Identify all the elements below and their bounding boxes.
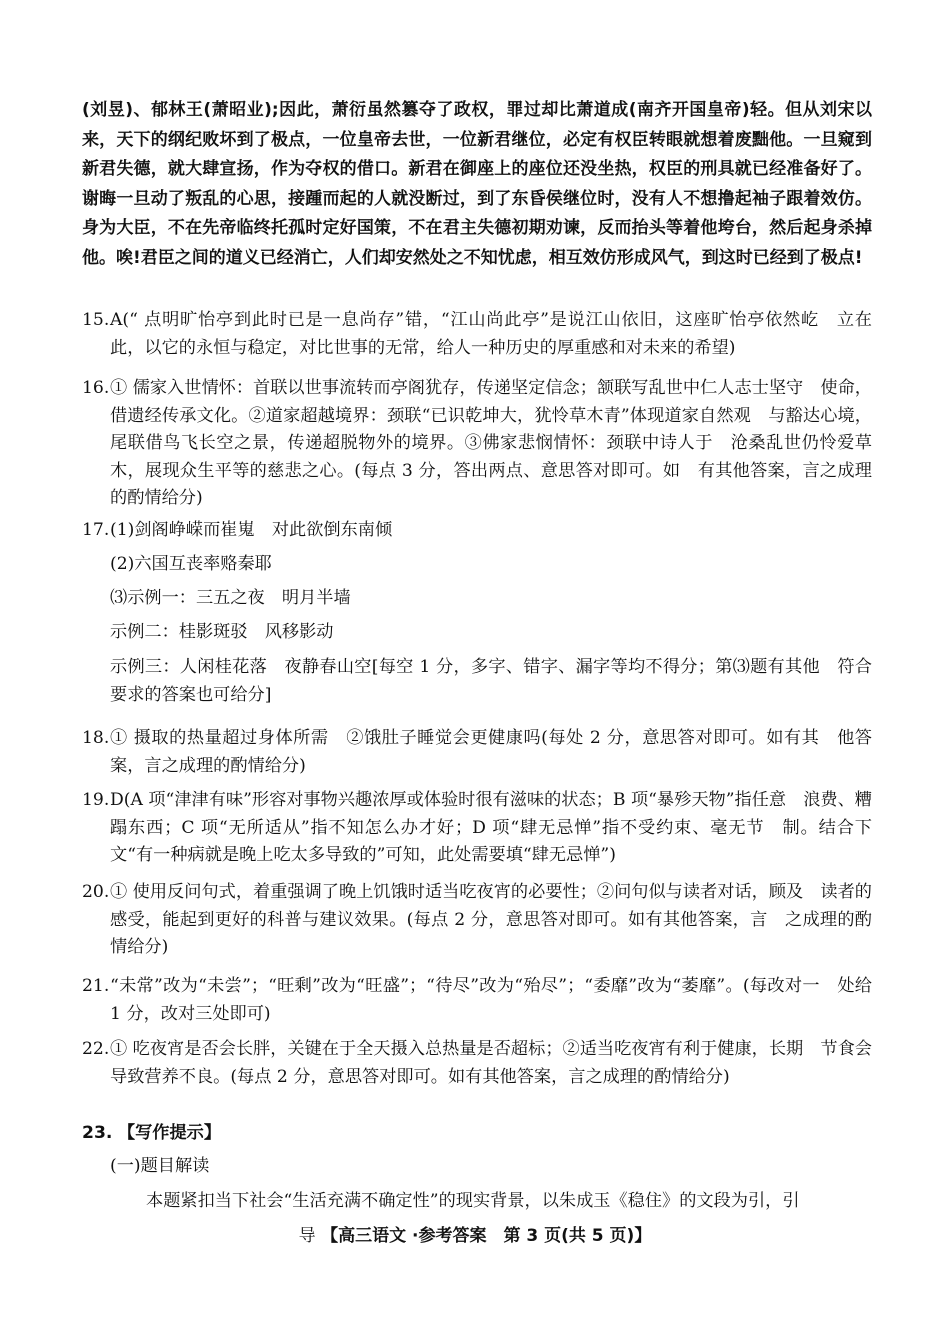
question-number: 17. (82, 520, 110, 540)
question-number: 22. (82, 1039, 110, 1059)
footer-label: 【高三语文 ·参考答案 第 3 页(共 5 页)】 (321, 1226, 652, 1246)
answer-20 (82, 879, 872, 962)
answer-text: ① 摄取的热量超过身体所需 ②饿肚子睡觉会更健康吗(每处 2 分，意思答对即可。如有其 他答案，言之成理的酌情给分) (110, 728, 872, 776)
question-number: 21. (82, 976, 110, 996)
answer-17-line-2: (2)六国互丧率赂秦耶 (110, 554, 272, 574)
answer-19 (82, 787, 872, 870)
answer-text: ① 使用反问句式，着重强调了晚上饥饿时适当吃夜宵的必要性；②问句似与读者对话，顾及 读者的感受，能起到更好的科普与建议效果。(每点 2 分，意思答对即可。如有其他答案，言 之成理的酌情给分) (110, 882, 872, 957)
answer-line: (1)剑阁峥嵘而崔嵬 对此欲倒东南倾 (110, 520, 393, 540)
answer-text: A(“ 点明旷怡亭到此时已是一息尚存”错，“江山尚此亭”是说江山依旧，这座旷怡亭依然屹 立在此，以它的永恒与稳定，对比世事的无常，给人一种历史的厚重感和对未来的希望) (110, 310, 872, 358)
answer-text: “未常”改为“未尝”；“旺剩”改为“旺盛”；“待尽”改为“殆尽”；“委靡”改为“萎靡”。(每改对一 处给 1 分，改对三处即可) (110, 976, 872, 1024)
page-footer (0, 1223, 950, 1249)
answer-17 (82, 517, 872, 545)
question-number: 23. (82, 1123, 113, 1143)
answer-18 (82, 725, 872, 780)
answer-21 (82, 973, 872, 1028)
topic-interpretation-heading: (一)题目解读 (110, 1156, 210, 1176)
question-number: 18. (82, 728, 110, 748)
translation-paragraph: (刘昱)、郁林王(萧昭业);因此，萧衍虽然篡夺了政权，罪过却比萧道成(南齐开国皇帝)轻。但从刘宋以来，天下的纲纪败坏到了极点，一位皇帝去世，一位新君继位，必定有权臣转眼就想着废黜他。一旦窥到新君失德，就大肆宣扬，作为夺权的借口。新君在御座上的座位还没坐热，权臣的刑具就已经准备好了。谢晦一旦动了叛乱的心思，接踵而起的人就没断过，到了东昏侯继位时，没有人不想撸起袖子跟着效仿。身为大臣，不在先帝临终托孤时定好国策，不在君主失德初期劝谏，反而抬头等着他垮台，然后起身杀掉他。唉!君臣之间的道义已经消亡，人们却安然处之不知忧虑，相互效仿形成风气，到这时已经到了极点! (82, 100, 872, 268)
writing-tips-heading: 【写作提示】 (117, 1123, 222, 1143)
footer-continuation: 导 (298, 1226, 316, 1246)
answer-17-line-5: 示例三：人闲桂花落 夜静春山空[每空 1 分，多字、错字、漏字等均不得分；第⑶题有其他 符合要求的答案也可给分] (110, 657, 872, 705)
question-number: 15. (82, 310, 110, 330)
answer-17-line-3: ⑶示例一：三五之夜 明月半墙 (110, 588, 351, 608)
question-number: 16. (82, 378, 110, 398)
answer-15 (82, 307, 872, 362)
topic-interpretation-paragraph: 本题紧扣当下社会“生活充满不确定性”的现实背景，以朱成玉《稳住》的文段为引，引 (146, 1191, 800, 1211)
answer-text: D(A 项“津津有味”形容对事物兴趣浓厚或体验时很有滋味的状态；B 项“暴殄天物”指任意 浪费、糟蹋东西；C 项“无所适从”指不知怎么办才好；D 项“肆无忌惮”指不受约束、毫无节 制。结合下文“有一种病就是晚上吃太多导致的”可知，此处需要填“肆无忌惮”) (110, 790, 872, 865)
answer-text: ① 儒家入世情怀：首联以世事流转而亭阁犹存，传递坚定信念；颔联写乱世中仁人志士坚守 使命，借遗经传承文化。②道家超越境界：颈联“已识乾坤大，犹怜草木青”体现道家自然观 与豁达心境，尾联借鸟飞长空之景，传递超脱物外的境界。③佛家悲悯情怀：颈联中诗人于 沧桑乱世仍怜爱草木，展现众生平等的慈悲之心。(每点 3 分，答出两点、意思答对即可。如 有其他答案，言之成理的酌情给分) (110, 378, 872, 508)
question-number: 20. (82, 882, 110, 902)
answer-16 (82, 375, 872, 513)
answer-23-heading (82, 1120, 221, 1148)
answer-17-line-4: 示例二：桂影斑驳 风移影动 (110, 622, 334, 642)
answer-22 (82, 1036, 872, 1091)
question-number: 19. (82, 790, 110, 810)
answer-text: ① 吃夜宵是否会长胖，关键在于全天摄入总热量是否超标；②适当吃夜宵有利于健康，长期 节食会导致营养不良。(每点 2 分，意思答对即可。如有其他答案，言之成理的酌情给分) (110, 1039, 872, 1087)
